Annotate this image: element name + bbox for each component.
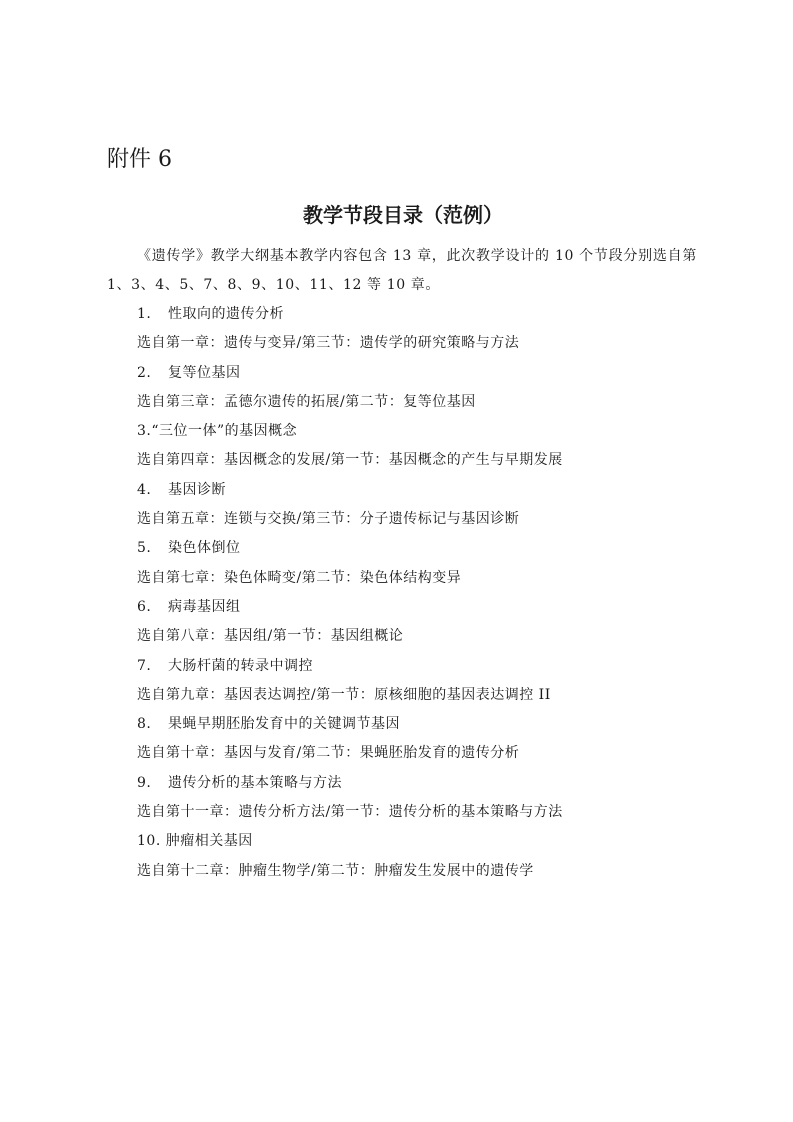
section-topic bbox=[137, 652, 697, 681]
section-number: 10. bbox=[137, 833, 161, 850]
section-source: 选自第一章：遗传与变异/第三节：遗传学的研究策略与方法 bbox=[137, 335, 520, 352]
section-source: 选自第三章：孟德尔遗传的拓展/第二节：复等位基因 bbox=[137, 393, 476, 410]
section-topic-text: 染色体倒位 bbox=[167, 540, 241, 557]
section-topic-text: 果蝇早期胚胎发育中的关键调节基因 bbox=[167, 716, 400, 733]
section-source: 选自第十二章：肿瘤生物学/第二节：肿瘤发生发展中的遗传学 bbox=[137, 862, 534, 879]
section-number: 6. bbox=[137, 598, 152, 615]
attachment-label: 附件 6 bbox=[107, 147, 172, 172]
section-number: 4. bbox=[137, 481, 152, 498]
section-source: 选自第八章：基因组/第一节：基因组概论 bbox=[137, 628, 404, 645]
section-list bbox=[137, 300, 697, 886]
section-topic bbox=[137, 710, 697, 739]
section-topic bbox=[137, 827, 697, 856]
section-topic-text: 基因诊断 bbox=[167, 481, 226, 498]
section-number: 7. bbox=[137, 657, 152, 674]
section-number: 9. bbox=[137, 774, 152, 791]
section-number: 2. bbox=[137, 364, 152, 381]
section-source: 选自第十章：基因与发育/第二节：果蝇胚胎发育的遗传分析 bbox=[137, 745, 520, 762]
section-topic-text: 大肠杆菌的转录中调控 bbox=[167, 657, 313, 674]
section-topic bbox=[137, 769, 697, 798]
section-topic bbox=[137, 593, 697, 622]
section-topic bbox=[137, 359, 697, 388]
section-topic bbox=[137, 300, 697, 329]
section-topic-text: 病毒基因组 bbox=[167, 598, 241, 615]
section-number: 8. bbox=[137, 716, 152, 733]
section-source: 选自第九章：基因表达调控/第一节：原核细胞的基因表达调控 II bbox=[137, 686, 551, 703]
section-topic bbox=[137, 534, 697, 563]
section-source: 选自第十一章：遗传分析方法/第一节：遗传分析的基本策略与方法 bbox=[137, 804, 563, 821]
section-topic-text: 性取向的遗传分析 bbox=[167, 306, 284, 322]
section-topic-text: 遗传分析的基本策略与方法 bbox=[167, 774, 342, 791]
section-topic bbox=[137, 417, 697, 446]
page-title: 教学节段目录（范例） bbox=[303, 203, 503, 227]
section-topic-text: 复等位基因 bbox=[167, 364, 241, 381]
section-number: 5. bbox=[137, 540, 152, 557]
section-source: 选自第四章：基因概念的发展/第一节：基因概念的产生与早期发展 bbox=[137, 452, 563, 469]
section-topic-text: “三位一体”的基因概念 bbox=[151, 423, 298, 440]
section-source: 选自第五章：连锁与交换/第三节：分子遗传标记与基因诊断 bbox=[137, 511, 520, 528]
section-source: 选自第七章：染色体畸变/第二节：染色体结构变异 bbox=[137, 569, 462, 586]
intro-paragraph: 《遗传学》教学大纲基本教学内容包含 13 章，此次教学设计的 10 个节段分别选自第 1、3、4、5、7、8、9、10、11、12 等 10 章。 bbox=[107, 248, 697, 293]
section-number: 3. bbox=[137, 423, 152, 440]
section-number: 1. bbox=[137, 306, 152, 322]
section-topic bbox=[137, 476, 697, 505]
section-topic-text: 肿瘤相关基因 bbox=[165, 833, 253, 850]
